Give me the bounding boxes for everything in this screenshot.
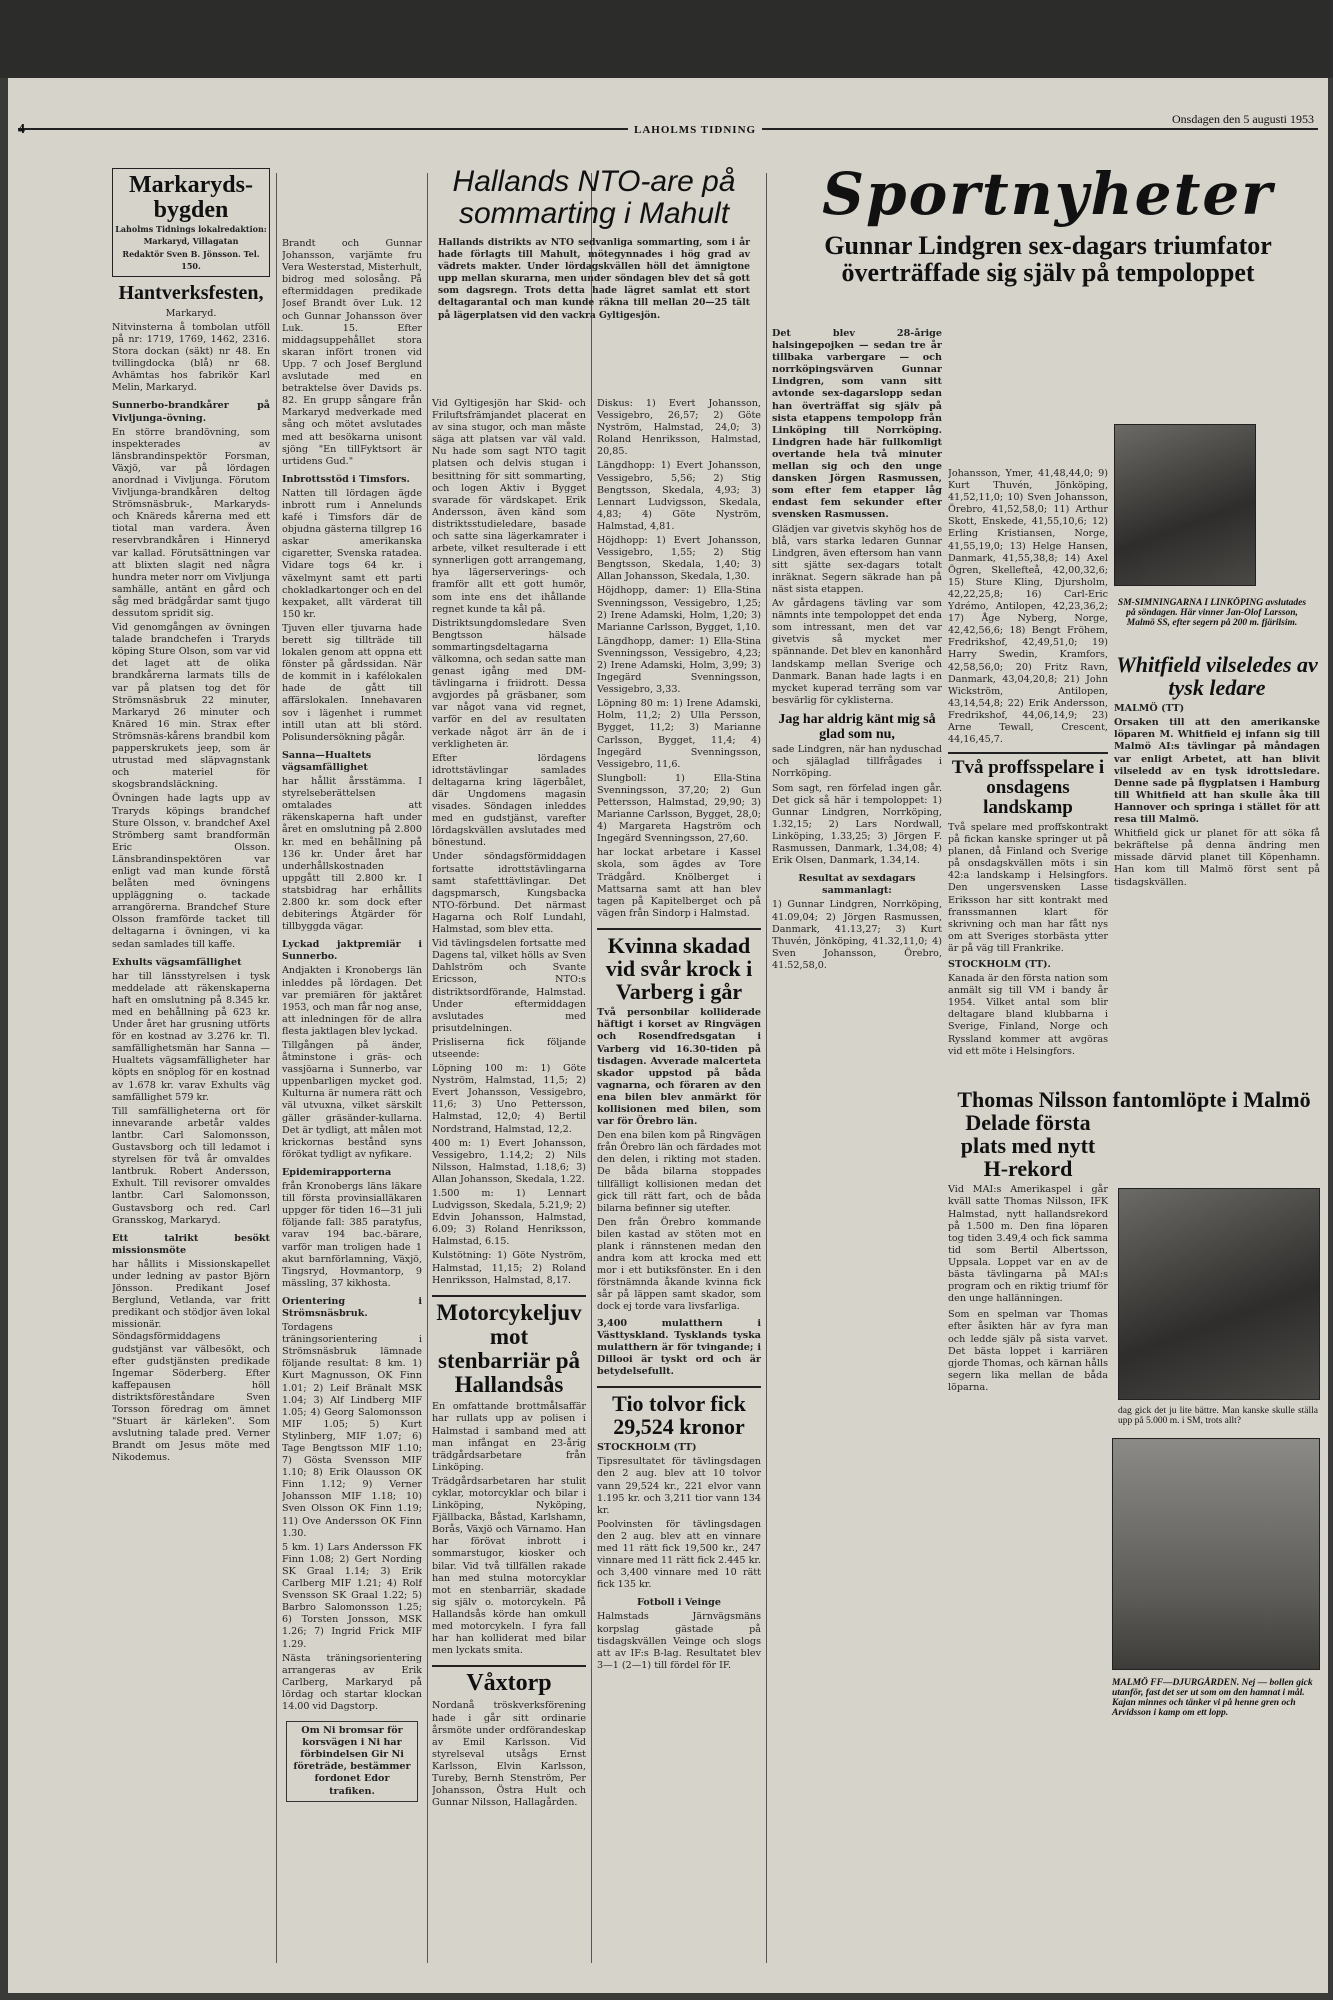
paragraph: Två spelare med proffskontrakt på fickan kanske springer ut på planen, då Finland och Sverige på onsdagskvällen möts i sin 42:a landskamp i Helsingfors. Den ungersvensken Lasse Eriksson har sitt kontrakt med franssmannen klart för skrivning och man har fått nys om att Sveriges storbästa ytter är på väg till Frankrike. (948, 821, 1108, 954)
paragraph: från Kronobergs läns läkare till första provinsialläkaren uppger för tiden 16—31 juli följande fall: 385 paratyfus, varav 194 bac.-bärare, varför man troligen hade 1 akut barnförlamning, Växjö, Tingsryd, Hovmantorp, 9 mässling, 37 kikhosta. (282, 1181, 422, 1289)
boxed-notice: Om Ni bromsar för korsvägen i Ni har förbindelsen Gir Ni företräde, bestämmer fordonet Edor trafiken. (286, 1721, 418, 1802)
paper-name: LAHOLMS TIDNING (628, 124, 762, 136)
newspaper-page (8, 78, 1328, 1993)
column-rule (591, 173, 592, 1963)
lead-paragraph: Hallands distrikts av NTO sedvanliga sommarting, som i år hade förlagts till Mahult, mötegynnades i hög grad av vädrets makter. Under lördagskvällen höll det ämnigtone upp mellan skurarna, men under söndagen blev det så gott som dagsregn. Trots detta hade lägret samlat ett stort deltagarantal och man kunde räkna till mellan 20—25 tält på lägerplatsen vid den vackra Gyltigesjön. (438, 237, 750, 321)
headline: Kvinna skadad vid svår krock i Varberg i går (597, 928, 761, 1003)
paragraph: Vid genomgången av övningen talade brandchefen i Traryds köping Sture Olson, som var vid det laget att de olika brandkårerna larmats tills de var på platsen tog det för Strömsnäsbruk 22 minuter, Markaryd 26 minuter och Knäred 16 min. Strax efter Strömsnäs-kårens brandbil kom papperskrukets jeep, som är utrustad med släpvagnstank och materiel för skogsbrandsläckning. (112, 622, 270, 791)
paragraph: Nordanå tröskverksförening hade i går sitt ordinarie årsmöte under ordförandeskap av Emil Karlsson. Vid styrelseval utsågs Ernst Karlsson, Elvin Karlsson, Tureby, Bernh Stenström, Per Johansson, Östra Hult och Gunnar Nilsson, Hallagården. (432, 1700, 586, 1809)
paragraph: Poolvinsten för tävlingsdagen den 2 aug. blev att en vinnare med 11 rätt fick 19,500 kr., 247 vinnare med 11 rätt fick 2.445 kr. och 3,400 vinnare med 10 rätt fick 135 kr. (597, 1518, 761, 1591)
paragraph: Under söndagsförmiddagen fortsatte idrottstävlingarna samt stafetttävlingar. Det dagspmarsch, Kungsbacka NTO-förbund. Det närmast Hagarna och Rolf Lundahl, Halmstad, som blev etta. (432, 851, 586, 936)
section-editor: Redaktör Sven B. Jönsson. Tel. 150. (122, 248, 260, 271)
paragraph: 3,400 mulatthern i Västtyskland. Tysklands tyska mulatthern är för tvingande; i Dillooi är tyskt ord och är betydelsefullt. (597, 1317, 761, 1377)
paragraph: Trädgårdsarbetaren har stulit cyklar, motorcyklar och bilar i Linköping, Nyköping, Fjällbacka, Båstad, Karlshamn, Borås, Växjö och Värnamo. Han har förövat inbrott i sommarstugor, kiosker och bilar. Vid två tillfällen rakade han med stulna motorcyklar mot en stenbarriär, skadade sig själv o. motorcykeln. På Hallandsås körde han omkull med motorcykeln. I fyra fall har han kolliderat med bilar men lyckats smita. (432, 1475, 586, 1657)
section-subtitle: Laholms Tidnings lokalredaktion: Markaryd, Villagatan (115, 224, 267, 247)
subheading: Resultat av sexdagars sammanlagt: (798, 873, 916, 897)
column-sport-1 (772, 328, 942, 1968)
paragraph: Vid tävlingsdelen fortsatte med Dagens tal, vilket hölls av Sven Dahlström och Svante Ericsson, NTO:s distriktsordförande, Halmstad. Under eftermiddagen avslutades med prisutdelningen. (432, 938, 586, 1034)
paragraph: Höjdhopp, damer: 1) Ella-Stina Svenningsson, Vessigebro, 1,25; 2) Irene Adamski, Holm, 1,20; 3) Marianne Carlsson, Bygget, 1,10. (597, 585, 761, 633)
subheading: Orientering i Strömsnäsbruk. (282, 1295, 422, 1319)
section-box (112, 168, 270, 277)
paragraph: Av gårdagens tävling var som nämnts inte tempoloppet det enda som intressant, men det var givetvis så mycket mer spännande. Det blev en kanonhård landskamp mellan Sverige och Danmark. Banan hade lagts i en mycket kuperad terräng som var besvärlig för cyklisterna. (772, 598, 942, 706)
dateline: STOCKHOLM (TT). (948, 959, 1051, 970)
column-rule (427, 173, 428, 1963)
paragraph: Distriktsungdomsledare Sven Bengtsson hälsade sommartingsdeltagarna välkomna, och sedan satte man genast igång med DM-tävlingarna i friidrott. Dessa avgjordes på gräsbaner, som var något vana vid regnet, varför en del av resultaten verkade något ärr än de i verkligheten är. (432, 617, 586, 750)
paragraph: 1) Gunnar Lindgren, Norrköping, 41.09,04; 2) Jörgen Rasmussen, Danmark, 41.13,27; 3) Kurt Thuvén, Jönköping, 41.32,11,0; 4) Sven Johansson, Örebro, 41.52,58,0. (772, 899, 942, 971)
runner-photo (1118, 1188, 1320, 1400)
paragraph: En större brandövning, som inspekterades av länsbrandinspektör Forsman, Växjö, var på lördagen anordnad i Vivljunga. Förutom Vivljunga-brandkåren deltog Strömsnäsbruk-, Markaryds- och Knäreds kårerna med ett tiotal man vardera. Även reservbrandkåren i Hinneryd var kallad. Förutsättningen var att blixten slagit ned några hundra meter norr om Vivljunga samhälle, antänt en gård och såg med brädgårdar samt tjugo dessutom spridit sig. (112, 426, 270, 619)
paragraph: Övningen hade lagts upp av Traryds köpings brandchef Sture Olsson, v. brandchef Axel Strömberg samt brandformän Eric Olsson. Länsbrandinspektören var enligt vad man kunde förstå belåten med övningens uppläggning o. tackade arrangörerna. Brandchef Sture Olsson framförde tacket till deltagarna i övningen, vi ka sedan samlades till kaffe. (112, 793, 270, 950)
column-rule (766, 173, 767, 1963)
subheading: Epidemirapporterna (282, 1166, 392, 1178)
headline: Tio tolvor fick 29,524 kronor (597, 1386, 761, 1438)
paragraph: Som en spelman var Thomas efter åsikten här av fyra man och ledde själv på sista varvet. Det bästa loppet i karriären gjorde Thomas, och kärnan hålls segern lika mellan de båda löparna. (948, 1309, 1108, 1393)
paragraph: Orsaken till att den amerikanske löparen M. Whitfield ej infann sig till Malmö AI:s tävlingar på måndagen var enligt Arbetet, att han blivit vilseledd av en tysk idrottsledare. Denne sade på flygplatsen i Hamburg till Whitfield att han skulle åka till Hannover och springa i stället för att resa till Malmö. (1114, 717, 1320, 826)
paragraph: Johansson, Ymer, 41,48,44,0; 9) Kurt Thuvén, Jönköping, 41,52,11,0; 10) Sven Johansson, Örebro, 41,52,58,0; 11) Arthur Skott, Enskede, 41,55,10,6; 12) Erling Kristiansen, Norge, 41,55,19,0; 13) Helge Hansen, Danmark, 41,55,38,8; 14) Axel Ögren, Skellefteå, 42,00,32,6; 15) Sture Kling, Djursholm, 42,22,25,8; 16) Carl-Eric Ydrémo, Antilopen, 42,23,36,2; 17) Åge Nyberg, Norge, 42,42,56,6; 18) Bengt Fröhem, Fredrikshof, 42,49,51,0; 19) Harry Swedin, Kramfors, 42,58,56,0; 20) Fritz Ravn, Danmark, 43,04,20,8; 21) John Wickström, Antilopen, 43,14,54,8; 22) Erik Andersson, Fredrikshof, 44,06,14,9; 23) Arne Tewall, Crescent, 44,16,45,7. (948, 468, 1108, 746)
paragraph: har till länsstyrelsen i tysk meddelade att räkenskaperna haft en omslutning på 8.345 kr. med en behållning på 623 kr. Under året har grusning utförts för en kostnad av 3.276 kr. Tl. samfällighetsmän har Sanna — Hualtets vägsamfälligheter har köpts en snöplog för en kostnad av 1.678 kr. varav Exhults väg samfällighet 579 kr. (112, 970, 270, 1103)
photo-caption: MALMÖ FF—DJURGÅRDEN. Nej — bollen gick utanför, fast det ser ut som om den hamnat i mål. Kajan minnes och tänker vi på henne gren och Arvidsson i kamp om ett lopp. (1112, 1678, 1313, 1718)
subheading: Sunnerbo-brandkårer på Vivljunga-övning. (112, 400, 270, 424)
subheading: Lyckad jaktpremiär i Sunnerbo. (282, 939, 422, 963)
headline: Delade första plats med nytt H-rekord (960, 1110, 1096, 1182)
photo-caption: SM-SIMNINGARNA I LINKÖPING avslutades på söndagen. Här vinner Jan-Olof Larsson, Malmö SS, efter segern på 200 m. fjärilsim. (1117, 598, 1307, 628)
paragraph: sade Lindgren, när han nyduschad och själaglad tillfrågades i Norrköping. (772, 744, 942, 780)
section-title: Markaryds-bygden (129, 172, 253, 224)
headline: Två proffsspelare i onsdagens landskamp (948, 752, 1108, 818)
paragraph: Till samfälligheterna ort för innevarande arbetår valdes lantbr. Carl Salomonsson, Gustavsborg och till ledamot i styrelsen för två år omvaldes lantbruk. Robert Andersson, Exhult. Till revisorer omvaldes lantbr. Carl Salomonsson, Gustavsborg och red. Carl Gransskog, Markaryd. (112, 1105, 270, 1226)
column-markaryd (112, 168, 270, 1978)
paragraph: Tipsresultatet för tävlingsdagen den 2 aug. blev att 10 tolvor vann 29,524 kr., 221 elvor vann 1.195 kr. och 3,211 tior vann 134 kr. (597, 1456, 761, 1516)
subheading: Inbrottsstöd i Timsfors. (282, 473, 410, 485)
column-rule (276, 173, 277, 1963)
column-results (597, 398, 761, 1978)
subheading: Jag har aldrig känt mig så glad som nu, (778, 711, 936, 742)
issue-date: Onsdagen den 5 augusti 1953 (1172, 112, 1314, 126)
nto-headline-box (432, 166, 756, 406)
subheading: Sanna—Hualtets vägsamfällighet (282, 749, 372, 773)
paragraph: Två personbilar kolliderade häftigt i korset av Ringvägen och Rosendfredsgatan i Varberg vid 16.30-tiden på tisdagen. Avverade malcerteta skador uppstod på båda vagnarna, och föraren av den ena bilen blev anmärkt för kollisionen med bilen, som var för Örebro län. (597, 1007, 761, 1128)
paragraph: Vid MAI:s Amerikaspel i går kväll satte Thomas Nilsson, IFK Halmstad, nytt hallandsrekord på 1.500 m. Den fina löparen tog tiden 3.49,4 och fick samma tid som Bertil Albertsson, Uppsala. Loppet var en av de bästa tävlingarna på MAI:s program och en riktig triumf för den unge hallänningen. (948, 1184, 1108, 1305)
paragraph: Löpning 80 m: 1) Irene Adamski, Holm, 11,2; 2) Ulla Persson, Bygget, 11,2; 3) Marianne Carlsson, Bygget, 11,4; 4) Ingegärd Svenningsson, Vessigebro, 11,6. (597, 698, 761, 770)
paragraph: Kulstötning: 1) Göte Nyström, Halmstad, 11,15; 2) Roland Henriksson, Halmstad, 8,17. (432, 1250, 586, 1286)
paragraph: Kanada är den första nation som anmält sig till VM i bandy år 1954. Vilket antal som blir deltagare bland klubbarna i Sverige, Finland, Norge och Ryssland kommer att avgöras vid ett möte i Helsingfors. (948, 973, 1108, 1057)
sport-banner: Sportnyheter (822, 160, 1274, 228)
paragraph: Det blev 28-årige halsingepojken — sedan tre år tillbaka varbergare — och norrköpingsvärven Gunnar Lindgren, som vann sitt avtonde sex-dagarslopp sedan han överträffat sig själv på sista etappens tempolopp från Linköping till Norrköping. Lindgren hade här fullkomligt overtande hela två minuter mellan sig och den unge dansken Jörgen Rasmussen, som efter fem etapper låg endast fem sekunder efter svensken Rasmussen. (772, 328, 942, 521)
paragraph: Andjakten i Kronobergs län inleddes på lördagen. Det var premiären för jaktåret 1953, och man får nog anse, att inledningen för de allra flesta jaktlagen blev lyckad. (282, 965, 422, 1037)
photo-caption: dag gick det ju lite bättre. Man kanske skulle ställa upp på 5.000 m. i SM, trots allt? (1118, 1406, 1318, 1426)
headline: Våxtorp (432, 1665, 586, 1696)
paragraph: 1.500 m: 1) Lennart Ludvigsson, Skedala, 5.21,9; 2) Edvin Johansson, Halmstad, 6.09; 3) Roland Henriksson, Halmstad, 6.15. (432, 1188, 586, 1248)
paragraph: Diskus: 1) Evert Johansson, Vessigebro, 26,57; 2) Göte Nyström, Halmstad, 24,0; 3) Roland Henriksson, Halmstad, 20,85. (597, 398, 761, 458)
paragraph: Efter lördagens idrottstävlingar samlades deltagarna kring lägerbålet, där Ungdomens magasin visades. Söndagen inleddes med en gudstjänst, varefter lördagskvällen avslutades med bönestund. (432, 752, 586, 849)
headline: Gunnar Lindgren sex-dagars triumfator överträffade sig själv på tempoloppet (824, 231, 1272, 288)
column-nto (432, 398, 586, 1978)
dateline: MALMÖ (TT) (1114, 703, 1185, 715)
headline: Thomas Nilsson fantomlöpte i Malmö (957, 1088, 1311, 1112)
scan-background (0, 0, 1333, 78)
paragraph: Prisliserna fick följande utseende: (432, 1036, 586, 1060)
dateline: Markaryd. (165, 307, 217, 319)
paragraph: har lockat arbetare i Kassel skola, som ägdes av Tore Trädgård. Knölberget i Mattsarna samt att han blev tagen på Kapitelberget och på vägen från Sindorp i Halmstad. (597, 847, 761, 919)
column-local-news (282, 238, 422, 1993)
subheading: Exhults vägsamfällighet (112, 956, 242, 968)
paragraph: Slungboll: 1) Ella-Stina Svenningsson, 37,20; 2) Gun Pettersson, Halmstad, 29,90; 3) Marianne Carlsson, Bygget, 28,0; 4) Margareta Hagström och Ingegärd Svenningsson, 27,60. (597, 772, 761, 845)
paragraph: En omfattande brottmålsaffär har rullats upp av polisen i Halmstad i samband med att man infångat en 23-årig trädgårdsarbetare från Linköping. (432, 1401, 586, 1473)
dateline: STOCKHOLM (TT) (597, 1442, 697, 1454)
paragraph: 400 m: 1) Evert Johansson, Vessigebro, 1.14,2; 2) Nils Nilsson, Halmstad, 1.18,6; 3) Allan Johansson, Skedala, 1.22. (432, 1137, 586, 1185)
paragraph: Längdhopp, damer: 1) Ella-Stina Svenningsson, Vessigebro, 4,23; 2) Irene Adamski, Holm, 3,99; 3) Ingegärd Svenningsson, Vessigebro, 3,33. (597, 635, 761, 696)
paragraph: Tjuven eller tjuvarna hade berett sig tillträde till lokalen genom att oppna ett fönster på gårdssidan. När de kommit in i kafélokalen hade de gått till affärslokalen. Innehavaren sov i lägenhet i rummet intill utan att bli störd. Polisundersökning pågår. (282, 622, 422, 743)
paragraph: Nästa träningsorientering arrangeras av Erik Carlberg, Markaryd på lördag och startar klockan 14.00 vid Dagstorp. (282, 1652, 422, 1712)
paragraph: har hållits i Missionskapellet under ledning av pastor Björn Jönsson. Predikant Josef Berglund, Vetlanda, var fritt predikant och stödjor även lokal missionär. Söndagsförmiddagens gudstjänst var välbesökt, och efter gudstjänsten predikade Ingemar Söderberg. Efter kaffepausen höll distriktsföreståndare Sven Torsson föredrag om ämnet "Stuart är kärleken". Som avslutning talade pred. Verner Brandt om Jesus möte med Nikodemus. (112, 1258, 270, 1464)
paragraph: Den ena bilen kom på Ringvägen från Örebro län och färdades mot den delen, i rikting mot staden. De båda bilarna stoppades tillfälligt kollisionen medan det gick till rätt fart, och de båda bilarna befinner sig utefter. (597, 1130, 761, 1214)
swimmer-photo (1114, 424, 1256, 586)
paragraph: 5 km. 1) Lars Andersson FK Finn 1.08; 2) Gert Nording SK Graal 1.14; 3) Erik Carlberg MIF 1.21; 4) Rolf Svensson SK Graal 1.22; 5) Barbro Salomonsson 1.25; 6) Torsten Jonsson, MSK 1.26; 7) Ingrid Frick MIF 1.29. (282, 1541, 422, 1650)
paragraph: Höjdhopp: 1) Evert Johansson, Vessigebro, 1,55; 2) Stig Bengtsson, Skedala, 1,40; 3) Allan Johansson, Skedala, 1,30. (597, 535, 761, 583)
headline: Whitfield vilseledes av tysk ledare (1116, 653, 1318, 701)
paragraph: Nitvinsterna å tombolan utföll på nr: 1719, 1769, 1462, 2316. Stora dockan (säkt) nr 48. En tvillingdocka (blå) nr 68. Avhämtas hos fabrikör Karl Melin, Markaryd. (112, 321, 270, 394)
football-photo (1112, 1438, 1320, 1670)
paragraph: Löpning 100 m: 1) Göte Nyström, Halmstad, 11,5; 2) Evert Johansson, Vessigebro, 11,6; 3) Uno Pettersson, Halmstad, 12,0; 4) Bertil Nordstrand, Halmstad, 12,2. (432, 1063, 586, 1135)
paragraph: Natten till lördagen ägde inbrott rum i Annelunds kafé i Timsfors där de objudna gästerna tillgrep 16 askar amerikanska cigaretter, Svenska ratadea. Vidare togs 64 kr. i växelmynt samt ett parti chokladkartonger och en del kexpaket, allt värderat till 150 kr. (282, 487, 422, 620)
paragraph: Som sagt, ren förfelad ingen går. Det gick så här i tempoloppet: 1) Gunnar Lindgren, Norrköping, 1.32,15; 2) Lars Nordwall, Linköping, 1.33,25; 3) Jörgen F. Rasmussen, Danmark, 1.34,08; 4) Erik Olsen, Danmark, 1.34,14. (772, 782, 942, 867)
subheading: Ett talrikt besökt missionsmöte (112, 1232, 270, 1256)
paragraph: Glädjen var givetvis skyhög hos de blå, vars starka ledaren Gunnar Lindgren, även eftersom han vann sitt sjätte sex-dagars totalt inräknat. Segern säkrade han på näst sista etappen. (772, 523, 942, 595)
page-number: 4 (18, 122, 25, 137)
paragraph: Den från Örebro kommande bilen kastad av stöten mot en plank i rännstenen medan den andra kom att krocka med ett mor i ett butiksfönster. En i den förstnämnda åkande kvinna fick sår på läppen samt skador, som dock ej torde vara livsfarliga. (597, 1216, 761, 1313)
headline: Hallands NTO-are på sommarting i Mahult (452, 166, 736, 230)
paragraph: Brandt och Gunnar Johansson, varjämte fru Vera Westerstad, Misterhult, bidrog med solosång. På eftermiddagen predikade Josef Brandt över Luk. 12 och Gunnar Johansson över Luk. 15. Efter middagsuppehållet stora skaran infört tronen vid Upp. 7 och Josef Berglund avslutade med en betraktelse över Davids ps. 82. En grupp sångare från Markaryd medverkade med sång och mötet avslutades med att besökarna unisont sjöng "En tillFyktsort är urtidens Gud." (282, 238, 422, 467)
paragraph: Tordagens träningsorientering i Strömsnäsbruk lämnade följande resultat: 8 km. 1) Kurt Magnusson, OK Finn 1.01; 2) Leif Bränalt MSK 1.04; 3) Alf Lindberg MIF 1.05; 4) Georg Salomonsson MIF 1.05; 5) Kurt Stylinberg, MIF 1.07; 6) Tage Bengtsson MIF 1.10; 7) Gösta Svensson MIF 1.10; 8) Erik Olausson OK Finn 1.12; 9) Verner Johansson MIF 1.18; 10) Sven Olsson OK Finn 1.19; 11) Ove Andersson OK Finn 1.30. (282, 1322, 422, 1539)
headline: Motorcykeljuv mot stenbarriär på Hallandsås (432, 1295, 586, 1398)
column-whitfield (1114, 653, 1320, 1073)
paragraph: Längdhopp: 1) Evert Johansson, Vessigebro, 5,56; 2) Stig Bengtsson, Skedala, 4,93; 3) Lennart Ludvigsson, Skedala, 4,83; 4) Göte Nyström, Halmstad, 4,81. (597, 460, 761, 532)
paragraph: Halmstads Järnvägsmäns korpslag gästade på tisdagskvällen Veinge och slogs att av IF:s B-lag. Resultatet blev 3—1 (2—1) till fördel för IF. (597, 1611, 761, 1671)
paragraph: Whitfield gick ur planet för att söka få bekräftelse på denna ändring men missade därvid planet till Köpenhamn. Han kom till Malmö först sent på tisdagskvällen. (1114, 828, 1320, 888)
paragraph: har hållit årsstämma. I styrelseberättelsen omtalades att räkenskaperna haft under året en omslutning på 2.800 kr. med en behållning på 136 kr. Under året har underhållskostnaden uppgått till 2.800 kr. I statsbidrag har erhållits 2.800 kr. som dock efter debiterings Åtgärder för tillbyggda vägar. (282, 776, 422, 933)
paragraph: Vid Gyltigesjön har Skid- och Friluftsfrämjandet placerat en av sina stugor, och man måste säga att platsen var väl vald. Nu hade som sagt NTO tagit platsen och delvis stugan i besittning för sitt sommarting, och logen Aktiv i Bygget svarade för värdskapet. Erik Andersson, även känd som distriktsstudieledare, basade och satte sina lägerkamrater i arbete, vilket resulterade i ett synnerligen gott arrangemang, hya lägerserverings- och framför allt ett gott humör, som inte ens det ihållande regnet kunde ta kål på. (432, 398, 586, 615)
paragraph: Tillgången på änder, åtminstone i gräs- och vassjöarna i Sunnerbo, var uppenbarligen mycket god. Kulturna är numera rätt och väl utvuxna, vilket särskilt gäller gräsänder-kullarna. Det är tydligt, att målen mot krickornas bestånd syns förökat tydligt av nyfikare. (282, 1040, 422, 1160)
headline: Hantverksfesten, (118, 281, 264, 304)
subheading: Fotboll i Veinge (637, 1597, 721, 1609)
